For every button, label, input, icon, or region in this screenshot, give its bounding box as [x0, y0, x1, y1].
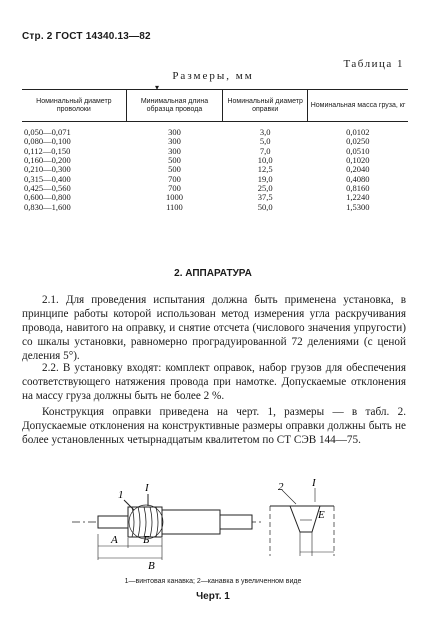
table-cell: 0,112—0,150	[24, 145, 71, 156]
table-cell: 19,0	[257, 173, 273, 184]
table-body	[22, 122, 408, 212]
table-cell: 500	[168, 164, 181, 175]
table-cell: 1,5300	[346, 201, 370, 212]
table-cell: 300	[168, 145, 181, 156]
table-cell: 7,0	[259, 145, 271, 156]
table-cell: 1100	[166, 201, 183, 212]
label-I-detail: I	[312, 477, 316, 489]
column-header-mandrel-diameter: Номинальный диаметр оправки	[223, 90, 308, 122]
paragraph-mandrel-design: Конструкция оправки приведена на черт. 1, размеры — в табл. 2. Допускаемые отклонения на конструктивные размеры оправки должны быть не более установленных четырнадцатым квалитетом по СТ СЭВ 144—75.	[22, 406, 406, 446]
table-cell: 0,425—0,560	[24, 182, 71, 193]
table-cell: 300	[168, 127, 181, 138]
column-header-wire-diameter: Номинальный диаметр проволоки	[22, 90, 126, 122]
table-units: Размеры, мм	[172, 70, 254, 82]
table-row	[22, 202, 408, 211]
table-cell: 0,0510	[346, 145, 370, 156]
section-title: 2. АППАРАТУРА	[174, 268, 252, 279]
table-cell: 12,5	[257, 164, 273, 175]
table-cell: 50,0	[257, 201, 273, 212]
table-cell: 0,080—0,100	[24, 136, 71, 147]
label-V: В	[148, 560, 155, 572]
label-A: А	[111, 534, 118, 546]
figure-title: Черт. 1	[196, 591, 230, 602]
figure-caption: 1—винтовая канавка; 2—канавка в увеличенном виде	[124, 578, 302, 585]
column-header-sample-length: Минимальная длина образца провода	[126, 90, 223, 122]
table-cell: 3,0	[259, 127, 271, 138]
tick-mark: ▾	[155, 83, 160, 92]
label-I: I	[145, 482, 149, 494]
table-cell: 0,050—0,071	[24, 127, 71, 138]
table-cell: 0,830—1,600	[24, 201, 71, 212]
table-cell: 10,0	[257, 155, 273, 166]
table-cell: 0,160—0,200	[24, 155, 71, 166]
table-cell: 25,0	[257, 182, 273, 193]
table-cell: 700	[168, 173, 181, 184]
table-caption: Таблица 1	[343, 58, 404, 70]
table-header-row	[22, 90, 408, 122]
table-cell: 300	[168, 136, 181, 147]
label-2: 2	[278, 481, 284, 493]
paragraph-2-2: 2.2. В установку входят: комплект оправок, набор грузов для обеспечения соответствующего натяжения провода при намотке. Допускаемые отклонения на массу груза должны быть не более 2 %.	[22, 362, 406, 402]
table-cell: 0,0102	[346, 127, 370, 138]
column-header-load-mass: Номинальная масса груза, кг	[308, 90, 408, 122]
label-B: Б	[143, 534, 150, 546]
table-cell: 5,0	[259, 136, 271, 147]
table-cell: 0,2040	[346, 164, 370, 175]
table-cell: 0,315—0,400	[24, 173, 71, 184]
table-row	[22, 193, 408, 202]
paragraph-2-1: 2.1. Для проведения испытания должна быть применена установка, в принципе работы которой использован метод измерения угла раскручивания провода, навитого на оправку, и снятие отсчета (числового значения упругости) со шкалы установки, равномерно проградуированной 72 делениями (с ценой деления 5°).	[22, 294, 406, 362]
table-cell: 500	[168, 155, 181, 166]
table-cell: 0,210—0,300	[24, 164, 71, 175]
table-cell: 37,5	[257, 192, 273, 203]
table-cell: 1,2240	[346, 192, 370, 203]
table-row	[22, 122, 408, 138]
label-1: 1	[118, 489, 124, 501]
table-cell: 0,8160	[346, 182, 370, 193]
page-header: Стр. 2 ГОСТ 14340.13—82	[22, 31, 151, 42]
table-cell: 0,600—0,800	[24, 192, 71, 203]
table-cell: 1000	[165, 192, 183, 203]
label-E: Е	[318, 509, 325, 521]
table-cell: 0,4080	[346, 173, 370, 184]
mandrel-drawing	[0, 476, 426, 576]
table-cell: 0,1020	[346, 155, 370, 166]
dimensions-table	[22, 89, 408, 212]
table-cell: 700	[168, 182, 181, 193]
table-cell: 0,0250	[346, 136, 370, 147]
